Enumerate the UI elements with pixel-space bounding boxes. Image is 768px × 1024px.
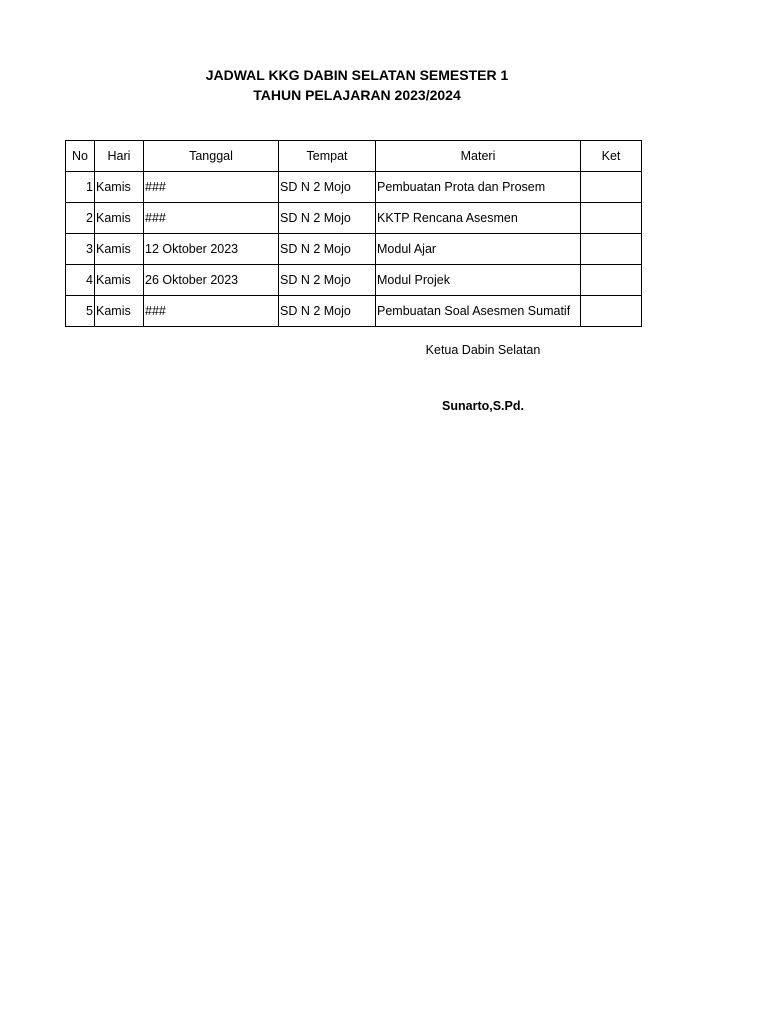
cell-materi: Pembuatan Prota dan Prosem — [376, 172, 581, 203]
table-row — [66, 234, 642, 265]
cell-hari: Kamis — [95, 234, 144, 265]
cell-tanggal: ### — [144, 172, 279, 203]
cell-no: 5 — [66, 296, 95, 327]
cell-tanggal: ### — [144, 296, 279, 327]
cell-tanggal: ### — [144, 203, 279, 234]
cell-materi: Modul Ajar — [376, 234, 581, 265]
cell-tempat: SD N 2 Mojo — [279, 203, 376, 234]
cell-ket — [581, 296, 642, 327]
cell-materi: Modul Projek — [376, 265, 581, 296]
signature-name: Sunarto,S.Pd. — [442, 399, 524, 413]
table-row — [66, 203, 642, 234]
cell-hari: Kamis — [95, 296, 144, 327]
cell-tanggal: 26 Oktober 2023 — [144, 265, 279, 296]
header-ket: Ket — [581, 141, 642, 172]
cell-ket — [581, 172, 642, 203]
cell-no: 4 — [66, 265, 95, 296]
signature-role: Ketua Dabin Selatan — [425, 343, 541, 357]
cell-materi: KKTP Rencana Asesmen — [376, 203, 581, 234]
cell-ket — [581, 203, 642, 234]
cell-no: 3 — [66, 234, 95, 265]
header-materi: Materi — [376, 141, 581, 172]
cell-tempat: SD N 2 Mojo — [279, 234, 376, 265]
cell-hari: Kamis — [95, 172, 144, 203]
table-row — [66, 172, 642, 203]
header-tanggal: Tanggal — [144, 141, 279, 172]
header-no: No — [66, 141, 95, 172]
schedule-table — [65, 140, 642, 327]
cell-no: 2 — [66, 203, 95, 234]
cell-no: 1 — [66, 172, 95, 203]
table-row — [66, 265, 642, 296]
cell-hari: Kamis — [95, 203, 144, 234]
cell-ket — [581, 265, 642, 296]
document-subtitle: TAHUN PELAJARAN 2023/2024 — [253, 87, 461, 103]
cell-tempat: SD N 2 Mojo — [279, 172, 376, 203]
cell-tanggal: 12 Oktober 2023 — [144, 234, 279, 265]
table-row — [66, 296, 642, 327]
cell-tempat: SD N 2 Mojo — [279, 265, 376, 296]
document-title: JADWAL KKG DABIN SELATAN SEMESTER 1 — [205, 67, 509, 83]
header-hari: Hari — [95, 141, 144, 172]
cell-materi: Pembuatan Soal Asesmen Sumatif — [376, 296, 581, 327]
cell-hari: Kamis — [95, 265, 144, 296]
cell-ket — [581, 234, 642, 265]
table-header-row — [66, 141, 642, 172]
header-tempat: Tempat — [279, 141, 376, 172]
cell-tempat: SD N 2 Mojo — [279, 296, 376, 327]
